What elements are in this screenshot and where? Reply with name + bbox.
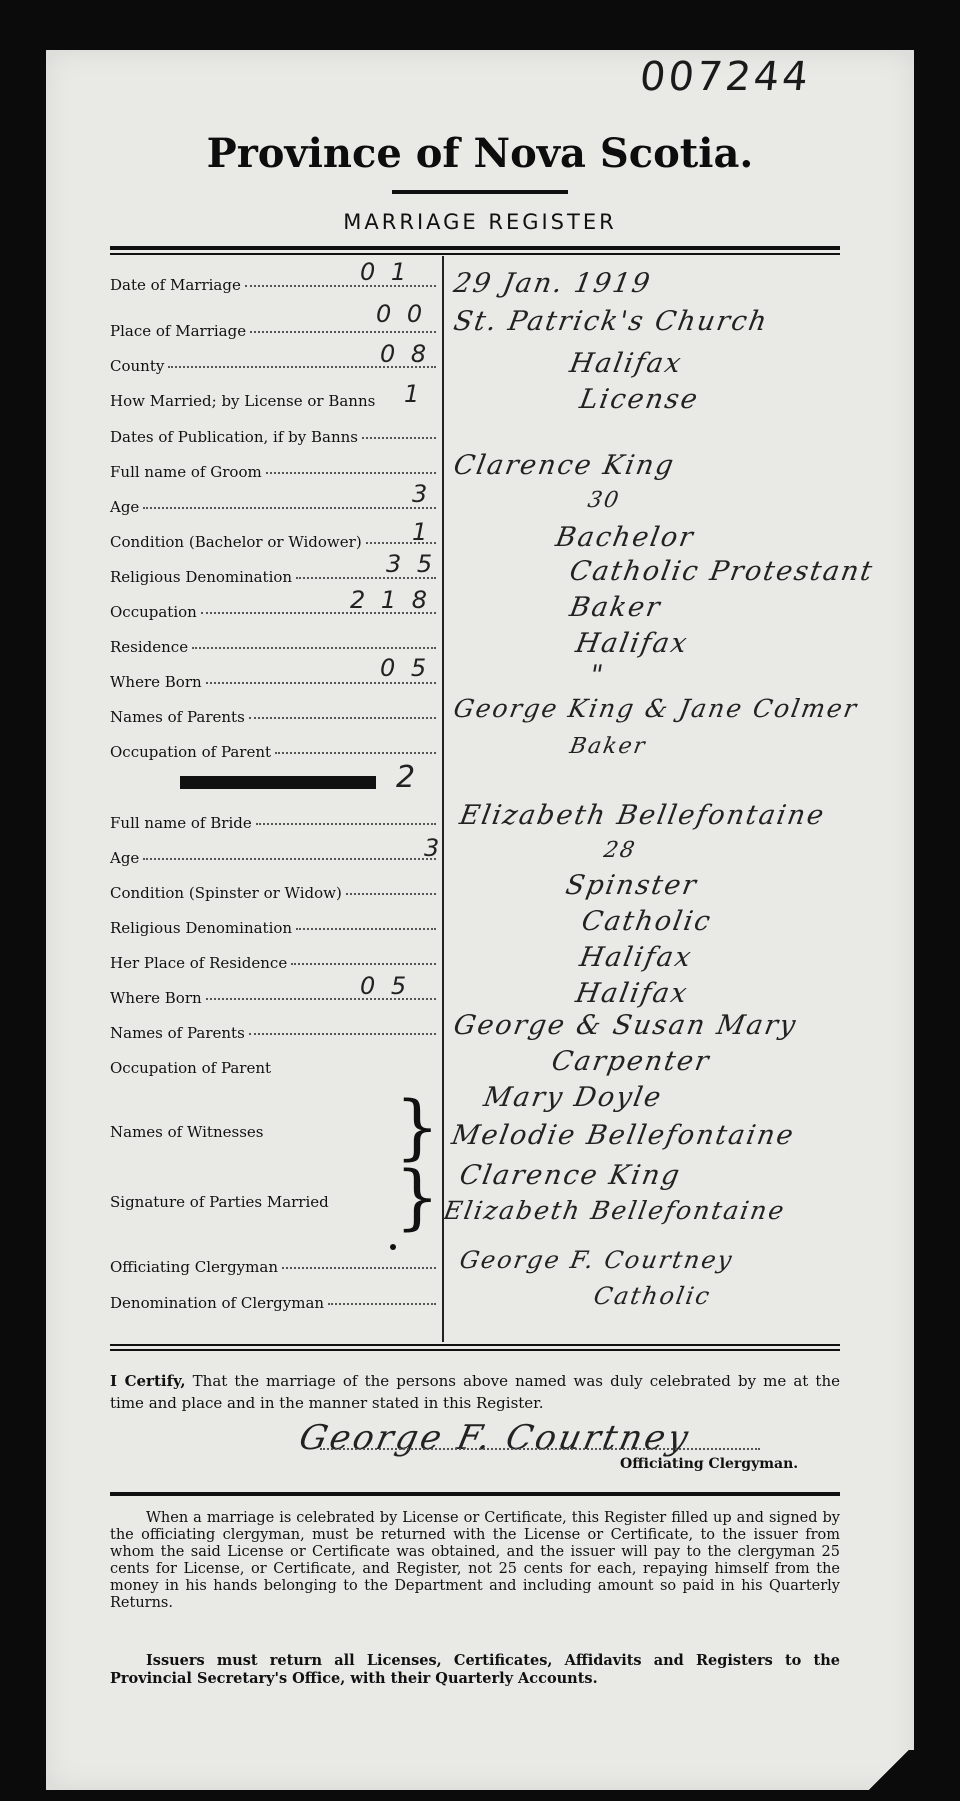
field-value: 30	[585, 488, 623, 513]
bride-section-code: 2	[396, 760, 420, 795]
field-value: 29 Jan. 1919	[451, 268, 654, 299]
field-label: How Married; by License or Banns	[110, 392, 376, 410]
dot-leader	[275, 752, 436, 754]
bride-section-bar	[180, 776, 376, 789]
torn-corner	[864, 1750, 914, 1790]
field-code: 0 8	[380, 340, 431, 368]
field-value: 28	[601, 838, 639, 863]
dot-leader	[346, 893, 436, 895]
signature-line	[320, 1448, 760, 1450]
field-row	[110, 743, 440, 761]
field-row	[110, 1294, 440, 1312]
column-divider	[442, 256, 444, 1342]
witness-brace: }	[395, 1086, 440, 1168]
field-value: Baker	[567, 734, 649, 759]
field-code: 1	[404, 380, 424, 408]
signature-caption: Officiating Clergyman.	[620, 1456, 799, 1472]
field-code: 3	[424, 834, 444, 862]
field-value: George & Susan Mary	[451, 1010, 800, 1041]
field-row	[110, 849, 440, 867]
field-label: Names of Witnesses	[110, 1123, 264, 1141]
stray-dot	[390, 1244, 396, 1250]
field-label: Occupation	[110, 603, 197, 621]
mid-rule-2	[110, 1349, 840, 1351]
field-value: Carpenter	[549, 1046, 713, 1077]
field-row	[110, 533, 440, 551]
field-code: 0 5	[380, 654, 431, 682]
dot-leader	[143, 858, 436, 860]
field-row	[110, 1024, 440, 1042]
field-code: 0 0	[376, 300, 427, 328]
field-label: Residence	[110, 638, 189, 656]
field-row	[110, 814, 440, 832]
witness-2: Melodie Bellefontaine	[449, 1120, 798, 1151]
field-value: Bachelor	[553, 522, 697, 553]
field-code: 0 5	[360, 972, 411, 1000]
field-label: Age	[110, 849, 140, 867]
field-row	[110, 1123, 440, 1141]
witness-1: Mary Doyle	[481, 1082, 665, 1113]
field-label: Names of Parents	[110, 1024, 245, 1042]
field-label: Names of Parents	[110, 708, 245, 726]
field-value: Spinster	[563, 870, 701, 901]
dot-leader	[291, 963, 436, 965]
field-label: Signature of Parties Married	[110, 1193, 329, 1211]
dot-leader	[328, 1303, 436, 1305]
field-row	[110, 919, 440, 937]
field-label: Occupation of Parent	[110, 1059, 272, 1077]
field-code: 1	[412, 518, 432, 546]
field-row	[110, 1193, 440, 1211]
field-row	[110, 392, 440, 410]
certification-text	[110, 1370, 840, 1414]
top-rule-thin	[110, 253, 840, 255]
field-label: Full name of Bride	[110, 814, 252, 832]
field-label: Religious Denomination	[110, 919, 293, 937]
field-row	[110, 1059, 440, 1077]
field-label: County	[110, 357, 165, 375]
field-value: George King & Jane Colmer	[451, 694, 861, 723]
field-value: Baker	[567, 592, 664, 623]
dot-leader	[362, 437, 436, 439]
field-label: Condition (Bachelor or Widower)	[110, 533, 362, 551]
field-label: Place of Marriage	[110, 322, 247, 340]
dot-leader	[266, 472, 436, 474]
field-row	[110, 1258, 440, 1276]
field-label: Condition (Spinster or Widow)	[110, 884, 342, 902]
field-value: Halifax	[567, 348, 685, 379]
dot-leader	[282, 1267, 436, 1269]
field-label: Occupation of Parent	[110, 743, 272, 761]
clergyman-signature: George F. Courtney	[295, 1418, 695, 1458]
field-label: Dates of Publication, if by Banns	[110, 428, 358, 446]
field-value: Catholic	[591, 1282, 714, 1310]
certify-body: That the marriage of the persons above named was duly celebrated by me at the time and place and in the manner stated in this Register.	[110, 1372, 840, 1412]
field-label: Date of Marriage	[110, 276, 241, 294]
field-label: Officiating Clergyman	[110, 1258, 278, 1276]
notice-paragraph: When a marriage is celebrated by License or Certificate, this Register filled up and signed by the officiating clergyman, must be returned with the License or Certificate, to the issuer from whom the said License or Certificate was obtained, and the issuer will pay to the clergyman 25 cents for License, or Certificate, and Register, not 25 cents for each, repaying himself from the money in his hands belonging to the Department and including amount so paid in his Quarterly Returns.	[110, 1510, 840, 1611]
field-value: Halifax	[577, 942, 695, 973]
title-divider	[392, 190, 568, 194]
field-code: 3 5	[386, 550, 437, 578]
field-value: License	[577, 384, 702, 415]
field-code: 0 1	[360, 258, 411, 286]
dot-leader	[249, 1033, 436, 1035]
dot-leader	[296, 928, 436, 930]
dot-leader	[192, 647, 436, 649]
field-code: 3	[412, 480, 432, 508]
field-label: Religious Denomination	[110, 568, 293, 586]
field-row	[110, 463, 440, 481]
dot-leader	[249, 717, 436, 719]
page-subtitle: MARRIAGE REGISTER	[343, 210, 617, 234]
field-row	[110, 954, 440, 972]
groom-signature: Clarence King	[457, 1160, 684, 1191]
field-value: St. Patrick's Church	[451, 306, 771, 337]
field-label: Where Born	[110, 989, 202, 1007]
field-label: Age	[110, 498, 140, 516]
field-value: Halifax	[573, 628, 691, 659]
dot-leader	[143, 507, 436, 509]
bride-signature: Elizabeth Bellefontaine	[441, 1196, 788, 1225]
mid-rule	[110, 1344, 840, 1346]
lower-rule	[110, 1492, 840, 1496]
page-title: Province of Nova Scotia.	[206, 130, 754, 177]
field-label: Full name of Groom	[110, 463, 262, 481]
field-value: Halifax	[573, 978, 691, 1009]
field-value: "	[587, 660, 608, 691]
document-number: 007244	[637, 54, 814, 100]
field-row	[110, 428, 440, 446]
field-row	[110, 884, 440, 902]
field-row	[110, 708, 440, 726]
certify-lead: I Certify,	[110, 1372, 186, 1390]
dot-leader	[250, 331, 436, 333]
field-label: Where Born	[110, 673, 202, 691]
field-code: 2 1 8	[350, 586, 432, 614]
field-value: Catholic Protestant	[567, 556, 877, 587]
signature-brace: }	[395, 1156, 440, 1238]
issuers-paragraph: Issuers must return all Licenses, Certificates, Affidavits and Registers to the Provincial Secretary's Office, with their Quarterly Accounts.	[110, 1652, 840, 1687]
field-value: Elizabeth Bellefontaine	[457, 800, 828, 831]
field-label: Denomination of Clergyman	[110, 1294, 325, 1312]
field-row	[110, 498, 440, 516]
field-label: Her Place of Residence	[110, 954, 288, 972]
top-rule	[110, 246, 840, 250]
field-value: George F. Courtney	[457, 1246, 736, 1274]
field-value: Clarence King	[451, 450, 678, 481]
dot-leader	[256, 823, 436, 825]
dot-leader	[206, 682, 436, 684]
field-value: Catholic	[579, 906, 715, 937]
